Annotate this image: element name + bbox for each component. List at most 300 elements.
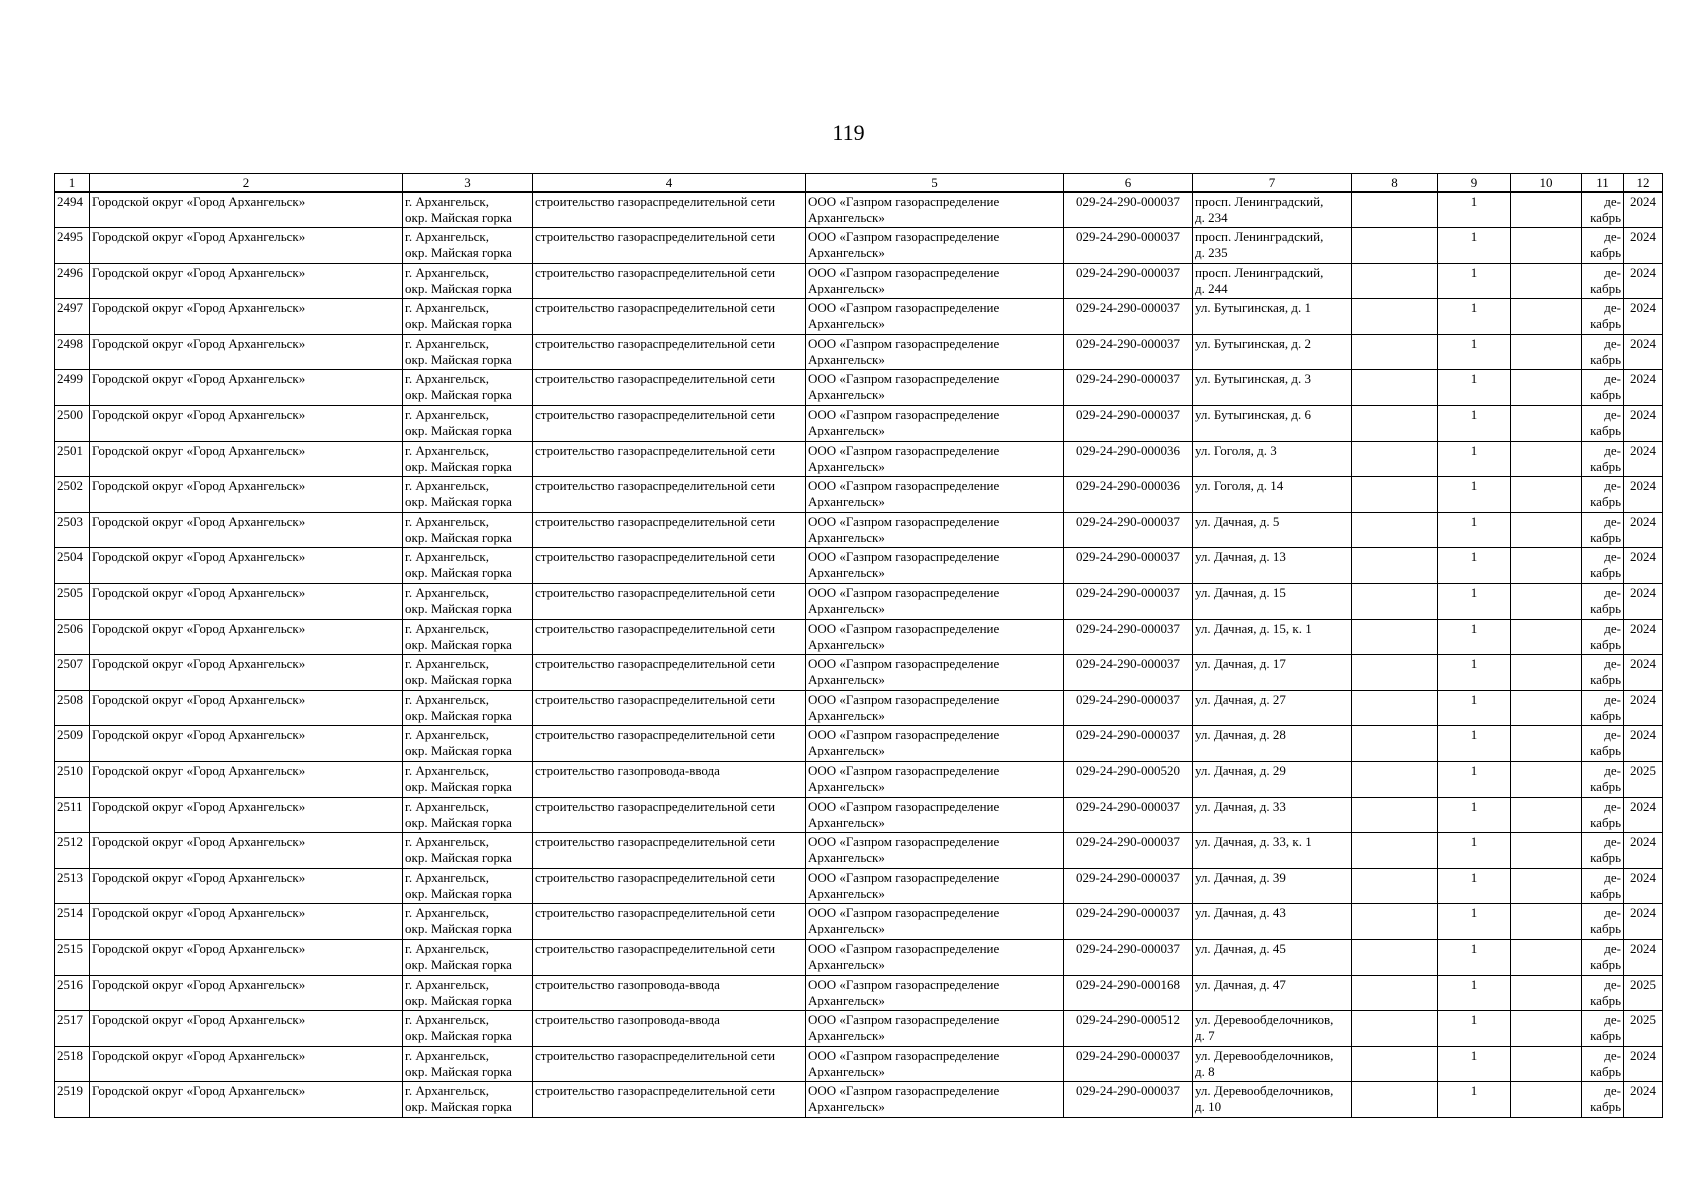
month-cell-line: де-	[1604, 264, 1621, 280]
locality-cell-line: г. Архангельск,	[405, 407, 489, 423]
month-cell	[1582, 726, 1624, 762]
address-cell-line: ул. Дачная, д. 28	[1195, 727, 1286, 743]
month-cell	[1582, 797, 1624, 833]
organization-cell-line: Архангельск»	[808, 956, 885, 972]
column-10-cell	[1511, 406, 1582, 442]
month-cell-line: де-	[1604, 229, 1621, 245]
month-cell	[1582, 868, 1624, 904]
quantity-cell: 1	[1438, 512, 1511, 548]
quantity-cell: 1	[1438, 228, 1511, 264]
column-header-4: 4	[533, 174, 806, 193]
column-8-cell	[1352, 512, 1438, 548]
locality-cell-line: г. Архангельск,	[405, 442, 489, 458]
quantity-cell: 1	[1438, 1011, 1511, 1047]
column-8-cell	[1352, 370, 1438, 406]
locality-cell	[403, 512, 533, 548]
locality-cell-line: г. Архангельск,	[405, 229, 489, 245]
work-type-cell: строительство газораспределительной сети	[533, 797, 806, 833]
table-row	[55, 512, 1663, 548]
year-cell: 2024	[1624, 726, 1663, 762]
program-code-cell: 029-24-290-000037	[1064, 1046, 1193, 1082]
table-row	[55, 584, 1663, 620]
table-row	[55, 975, 1663, 1011]
month-cell-line: де-	[1604, 976, 1621, 992]
locality-cell-line: окр. Майская горка	[405, 743, 512, 759]
locality-cell-line: окр. Майская горка	[405, 494, 512, 510]
organization-cell	[806, 1082, 1064, 1118]
program-code-cell: 029-24-290-000037	[1064, 904, 1193, 940]
address-cell	[1193, 939, 1352, 975]
locality-cell	[403, 1082, 533, 1118]
column-header-10: 10	[1511, 174, 1582, 193]
locality-cell	[403, 726, 533, 762]
organization-cell-line: ООО «Газпром газораспределение	[808, 478, 1000, 494]
row-number-cell: 2513	[55, 868, 90, 904]
organization-cell-line: ООО «Газпром газораспределение	[808, 513, 1000, 529]
month-cell-line: де-	[1604, 620, 1621, 636]
organization-cell	[806, 797, 1064, 833]
year-cell: 2024	[1624, 299, 1663, 335]
column-10-cell	[1511, 619, 1582, 655]
locality-cell-line: окр. Майская горка	[405, 672, 512, 688]
table-row	[55, 406, 1663, 442]
year-cell: 2024	[1624, 584, 1663, 620]
month-cell-line: кабрь	[1590, 494, 1621, 510]
work-type-cell: строительство газопровода-ввода	[533, 762, 806, 798]
organization-cell-line: Архангельск»	[808, 850, 885, 866]
locality-cell-line: окр. Майская горка	[405, 992, 512, 1008]
month-cell	[1582, 762, 1624, 798]
month-cell-line: де-	[1604, 585, 1621, 601]
organization-cell	[806, 726, 1064, 762]
locality-cell	[403, 797, 533, 833]
column-8-cell	[1352, 726, 1438, 762]
quantity-cell: 1	[1438, 833, 1511, 869]
table-row	[55, 192, 1663, 228]
address-cell-line: ул. Бутыгинская, д. 3	[1195, 371, 1311, 387]
column-10-cell	[1511, 299, 1582, 335]
month-cell	[1582, 833, 1624, 869]
address-cell-line: ул. Дачная, д. 15	[1195, 585, 1286, 601]
month-cell	[1582, 512, 1624, 548]
month-cell-line: де-	[1604, 407, 1621, 423]
month-cell	[1582, 975, 1624, 1011]
organization-cell-line: ООО «Газпром газораспределение	[808, 335, 1000, 351]
column-10-cell	[1511, 1046, 1582, 1082]
organization-cell	[806, 619, 1064, 655]
month-cell-line: де-	[1604, 1012, 1621, 1028]
month-cell-line: де-	[1604, 727, 1621, 743]
month-cell-line: де-	[1604, 513, 1621, 529]
work-type-cell: строительство газораспределительной сети	[533, 441, 806, 477]
month-cell-line: кабрь	[1590, 458, 1621, 474]
month-cell-line: де-	[1604, 834, 1621, 850]
table-body	[55, 192, 1663, 1117]
row-number-cell: 2496	[55, 263, 90, 299]
table-row	[55, 726, 1663, 762]
address-cell	[1193, 370, 1352, 406]
organization-cell	[806, 228, 1064, 264]
month-cell-line: де-	[1604, 478, 1621, 494]
organization-cell	[806, 762, 1064, 798]
month-cell-line: де-	[1604, 549, 1621, 565]
organization-cell	[806, 406, 1064, 442]
work-type-cell: строительство газораспределительной сети	[533, 406, 806, 442]
organization-cell-line: Архангельск»	[808, 672, 885, 688]
address-cell-line: д. 234	[1195, 210, 1228, 225]
organization-cell	[806, 868, 1064, 904]
work-type-cell: строительство газораспределительной сети	[533, 477, 806, 513]
quantity-cell: 1	[1438, 975, 1511, 1011]
organization-cell-line: Архангельск»	[808, 387, 885, 403]
municipality-cell: Городской округ «Город Архангельск»	[90, 690, 403, 726]
address-cell-line: ул. Дачная, д. 33	[1195, 798, 1286, 814]
row-number-cell: 2518	[55, 1046, 90, 1082]
organization-cell-line: ООО «Газпром газораспределение	[808, 1083, 1000, 1099]
locality-cell	[403, 441, 533, 477]
organization-cell-line: ООО «Газпром газораспределение	[808, 727, 1000, 743]
program-code-cell: 029-24-290-000037	[1064, 1082, 1193, 1118]
organization-cell-line: Архангельск»	[808, 743, 885, 759]
column-8-cell	[1352, 548, 1438, 584]
year-cell: 2024	[1624, 655, 1663, 691]
organization-cell-line: Архангельск»	[808, 1028, 885, 1044]
table-row	[55, 370, 1663, 406]
column-8-cell	[1352, 619, 1438, 655]
table-row	[55, 904, 1663, 940]
locality-cell	[403, 655, 533, 691]
municipality-cell: Городской округ «Город Архангельск»	[90, 406, 403, 442]
row-number-cell: 2494	[55, 192, 90, 228]
month-cell-line: кабрь	[1590, 814, 1621, 830]
address-cell-line: ул. Дачная, д. 43	[1195, 905, 1286, 921]
organization-cell-line: Архангельск»	[808, 1063, 885, 1079]
year-cell: 2024	[1624, 406, 1663, 442]
organization-cell-line: ООО «Газпром газораспределение	[808, 869, 1000, 885]
row-number-cell: 2501	[55, 441, 90, 477]
organization-cell	[806, 975, 1064, 1011]
month-cell-line: де-	[1604, 656, 1621, 672]
registry-table	[54, 173, 1663, 1118]
column-8-cell	[1352, 655, 1438, 691]
locality-cell-line: г. Архангельск,	[405, 1012, 489, 1028]
month-cell-line: кабрь	[1590, 850, 1621, 866]
locality-cell-line: г. Архангельск,	[405, 335, 489, 351]
month-cell-line: де-	[1604, 763, 1621, 778]
table-header	[55, 174, 1663, 193]
organization-cell-line: Архангельск»	[808, 1099, 885, 1115]
column-8-cell	[1352, 584, 1438, 620]
month-cell-line: де-	[1604, 442, 1621, 458]
address-cell	[1193, 228, 1352, 264]
table-row	[55, 548, 1663, 584]
address-cell-line: ул. Дачная, д. 5	[1195, 513, 1280, 529]
column-8-cell	[1352, 299, 1438, 335]
row-number-cell: 2498	[55, 334, 90, 370]
locality-cell-line: окр. Майская горка	[405, 210, 512, 225]
address-cell	[1193, 833, 1352, 869]
month-cell-line: кабрь	[1590, 316, 1621, 332]
month-cell-line: кабрь	[1590, 1028, 1621, 1044]
column-10-cell	[1511, 797, 1582, 833]
municipality-cell: Городской округ «Город Архангельск»	[90, 726, 403, 762]
municipality-cell: Городской округ «Город Архангельск»	[90, 299, 403, 335]
organization-cell	[806, 548, 1064, 584]
column-10-cell	[1511, 904, 1582, 940]
year-cell: 2024	[1624, 833, 1663, 869]
locality-cell-line: г. Архангельск,	[405, 905, 489, 921]
organization-cell-line: ООО «Газпром газораспределение	[808, 407, 1000, 423]
column-8-cell	[1352, 192, 1438, 228]
program-code-cell: 029-24-290-000037	[1064, 584, 1193, 620]
organization-cell	[806, 833, 1064, 869]
locality-cell-line: г. Архангельск,	[405, 513, 489, 529]
organization-cell	[806, 334, 1064, 370]
organization-cell-line: Архангельск»	[808, 814, 885, 830]
locality-cell-line: г. Архангельск,	[405, 585, 489, 601]
locality-cell	[403, 228, 533, 264]
month-cell-line: кабрь	[1590, 1099, 1621, 1115]
quantity-cell: 1	[1438, 192, 1511, 228]
address-cell-line: ул. Дачная, д. 15, к. 1	[1195, 620, 1312, 636]
month-cell	[1582, 619, 1624, 655]
locality-cell-line: окр. Майская горка	[405, 351, 512, 367]
organization-cell	[806, 192, 1064, 228]
locality-cell-line: окр. Майская горка	[405, 779, 512, 794]
address-cell	[1193, 299, 1352, 335]
locality-cell-line: окр. Майская горка	[405, 245, 512, 261]
year-cell: 2025	[1624, 1011, 1663, 1047]
address-cell-line: ул. Дачная, д. 27	[1195, 691, 1286, 707]
column-8-cell	[1352, 263, 1438, 299]
organization-cell-line: Архангельск»	[808, 636, 885, 652]
month-cell-line: де-	[1604, 1083, 1621, 1099]
quantity-cell: 1	[1438, 655, 1511, 691]
address-cell	[1193, 619, 1352, 655]
municipality-cell: Городской округ «Город Архангельск»	[90, 228, 403, 264]
locality-cell	[403, 904, 533, 940]
locality-cell-line: г. Архангельск,	[405, 478, 489, 494]
program-code-cell: 029-24-290-000037	[1064, 690, 1193, 726]
municipality-cell: Городской округ «Город Архангельск»	[90, 1082, 403, 1118]
locality-cell-line: г. Архангельск,	[405, 300, 489, 316]
organization-cell	[806, 512, 1064, 548]
work-type-cell: строительство газораспределительной сети	[533, 904, 806, 940]
work-type-cell: строительство газораспределительной сети	[533, 334, 806, 370]
organization-cell-line: ООО «Газпром газораспределение	[808, 442, 1000, 458]
address-cell	[1193, 762, 1352, 798]
organization-cell	[806, 939, 1064, 975]
address-cell-line: ул. Бутыгинская, д. 2	[1195, 335, 1311, 351]
year-cell: 2025	[1624, 975, 1663, 1011]
locality-cell	[403, 868, 533, 904]
program-code-cell: 029-24-290-000037	[1064, 406, 1193, 442]
municipality-cell: Городской округ «Город Архангельск»	[90, 548, 403, 584]
quantity-cell: 1	[1438, 939, 1511, 975]
program-code-cell: 029-24-290-000037	[1064, 334, 1193, 370]
program-code-cell: 029-24-290-000037	[1064, 868, 1193, 904]
locality-cell-line: окр. Майская горка	[405, 280, 512, 296]
work-type-cell: строительство газораспределительной сети	[533, 868, 806, 904]
row-number-cell: 2495	[55, 228, 90, 264]
column-10-cell	[1511, 477, 1582, 513]
organization-cell-line: ООО «Газпром газораспределение	[808, 691, 1000, 707]
month-cell-line: де-	[1604, 335, 1621, 351]
year-cell: 2025	[1624, 762, 1663, 798]
column-8-cell	[1352, 1082, 1438, 1118]
organization-cell-line: ООО «Газпром газораспределение	[808, 976, 1000, 992]
month-cell	[1582, 334, 1624, 370]
locality-cell-line: окр. Майская горка	[405, 814, 512, 830]
locality-cell-line: г. Архангельск,	[405, 371, 489, 387]
month-cell-line: де-	[1604, 869, 1621, 885]
column-10-cell	[1511, 1082, 1582, 1118]
municipality-cell: Городской округ «Город Архангельск»	[90, 904, 403, 940]
month-cell-line: кабрь	[1590, 565, 1621, 581]
locality-cell-line: окр. Майская горка	[405, 921, 512, 937]
table-row	[55, 1046, 1663, 1082]
municipality-cell: Городской округ «Город Архангельск»	[90, 1011, 403, 1047]
municipality-cell: Городской округ «Город Архангельск»	[90, 512, 403, 548]
address-cell-line: ул. Бутыгинская, д. 1	[1195, 300, 1311, 316]
municipality-cell: Городской округ «Город Архангельск»	[90, 584, 403, 620]
month-cell-line: де-	[1604, 905, 1621, 921]
column-header-9: 9	[1438, 174, 1511, 193]
organization-cell-line: ООО «Газпром газораспределение	[808, 834, 1000, 850]
locality-cell-line: г. Архангельск,	[405, 194, 489, 209]
address-cell	[1193, 334, 1352, 370]
column-10-cell	[1511, 370, 1582, 406]
column-10-cell	[1511, 833, 1582, 869]
column-8-cell	[1352, 868, 1438, 904]
column-header-8: 8	[1352, 174, 1438, 193]
address-cell-line: д. 10	[1195, 1099, 1222, 1115]
locality-cell	[403, 334, 533, 370]
table-row	[55, 762, 1663, 798]
table-row	[55, 868, 1663, 904]
column-header-6: 6	[1064, 174, 1193, 193]
address-cell-line: ул. Гоголя, д. 3	[1195, 442, 1277, 458]
locality-cell-line: г. Архангельск,	[405, 798, 489, 814]
address-cell	[1193, 975, 1352, 1011]
column-8-cell	[1352, 833, 1438, 869]
address-cell-line: ул. Деревообделочников,	[1195, 1083, 1334, 1099]
year-cell: 2024	[1624, 1046, 1663, 1082]
month-cell-line: кабрь	[1590, 707, 1621, 723]
locality-cell-line: окр. Майская горка	[405, 885, 512, 901]
organization-cell-line: ООО «Газпром газораспределение	[808, 229, 1000, 245]
address-cell-line: д. 8	[1195, 1063, 1215, 1079]
work-type-cell: строительство газопровода-ввода	[533, 1011, 806, 1047]
address-cell	[1193, 441, 1352, 477]
program-code-cell: 029-24-290-000037	[1064, 228, 1193, 264]
organization-cell-line: Архангельск»	[808, 707, 885, 723]
table-row	[55, 1082, 1663, 1118]
address-cell	[1193, 406, 1352, 442]
address-cell	[1193, 192, 1352, 228]
month-cell	[1582, 370, 1624, 406]
row-number-cell: 2516	[55, 975, 90, 1011]
row-number-cell: 2505	[55, 584, 90, 620]
locality-cell-line: г. Архангельск,	[405, 264, 489, 280]
organization-cell-line: Архангельск»	[808, 779, 885, 794]
column-10-cell	[1511, 192, 1582, 228]
locality-cell-line: г. Архангельск,	[405, 549, 489, 565]
work-type-cell: строительство газораспределительной сети	[533, 655, 806, 691]
month-cell-line: кабрь	[1590, 601, 1621, 617]
address-cell-line: ул. Бутыгинская, д. 6	[1195, 407, 1311, 423]
column-8-cell	[1352, 228, 1438, 264]
column-8-cell	[1352, 477, 1438, 513]
work-type-cell: строительство газораспределительной сети	[533, 263, 806, 299]
address-cell-line: д. 235	[1195, 245, 1228, 261]
locality-cell-line: г. Архангельск,	[405, 834, 489, 850]
month-cell	[1582, 406, 1624, 442]
table-row	[55, 263, 1663, 299]
month-cell-line: кабрь	[1590, 210, 1621, 225]
column-10-cell	[1511, 655, 1582, 691]
row-number-cell: 2510	[55, 762, 90, 798]
municipality-cell: Городской округ «Город Архангельск»	[90, 797, 403, 833]
year-cell: 2024	[1624, 690, 1663, 726]
table-row	[55, 655, 1663, 691]
organization-cell	[806, 263, 1064, 299]
municipality-cell: Городской округ «Город Архангельск»	[90, 939, 403, 975]
organization-cell-line: ООО «Газпром газораспределение	[808, 798, 1000, 814]
quantity-cell: 1	[1438, 904, 1511, 940]
locality-cell-line: окр. Майская горка	[405, 850, 512, 866]
month-cell-line: кабрь	[1590, 529, 1621, 545]
organization-cell-line: ООО «Газпром газораспределение	[808, 194, 1000, 209]
row-number-cell: 2502	[55, 477, 90, 513]
program-code-cell: 029-24-290-000512	[1064, 1011, 1193, 1047]
locality-cell	[403, 619, 533, 655]
month-cell-line: кабрь	[1590, 1063, 1621, 1079]
month-cell-line: де-	[1604, 691, 1621, 707]
column-10-cell	[1511, 548, 1582, 584]
row-number-cell: 2506	[55, 619, 90, 655]
organization-cell-line: ООО «Газпром газораспределение	[808, 620, 1000, 636]
month-cell-line: де-	[1604, 194, 1621, 209]
year-cell: 2024	[1624, 797, 1663, 833]
organization-cell	[806, 584, 1064, 620]
organization-cell	[806, 370, 1064, 406]
locality-cell-line: окр. Майская горка	[405, 458, 512, 474]
address-cell	[1193, 655, 1352, 691]
month-cell	[1582, 690, 1624, 726]
column-10-cell	[1511, 762, 1582, 798]
column-8-cell	[1352, 334, 1438, 370]
month-cell	[1582, 584, 1624, 620]
row-number-cell: 2512	[55, 833, 90, 869]
month-cell-line: кабрь	[1590, 280, 1621, 296]
locality-cell-line: г. Архангельск,	[405, 727, 489, 743]
program-code-cell: 029-24-290-000037	[1064, 299, 1193, 335]
address-cell	[1193, 1046, 1352, 1082]
organization-cell-line: Архангельск»	[808, 885, 885, 901]
organization-cell-line: ООО «Газпром газораспределение	[808, 940, 1000, 956]
locality-cell-line: г. Архангельск,	[405, 763, 489, 778]
month-cell-line: кабрь	[1590, 779, 1621, 794]
address-cell	[1193, 1082, 1352, 1118]
organization-cell-line: ООО «Газпром газораспределение	[808, 905, 1000, 921]
program-code-cell: 029-24-290-000037	[1064, 192, 1193, 228]
column-10-cell	[1511, 228, 1582, 264]
address-cell	[1193, 477, 1352, 513]
month-cell-line: кабрь	[1590, 351, 1621, 367]
organization-cell-line: Архангельск»	[808, 921, 885, 937]
locality-cell-line: окр. Майская горка	[405, 601, 512, 617]
